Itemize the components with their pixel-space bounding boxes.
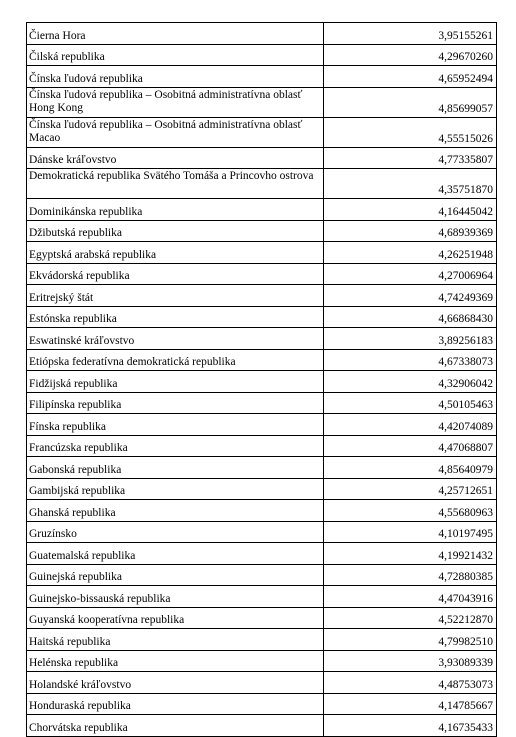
table-body	[27, 23, 497, 737]
rate-value-cell: 4,25712651	[324, 478, 497, 500]
country-name-cell: Guinejsko-bissauská republika	[27, 586, 324, 608]
country-name-cell: Etiópska federatívna demokratická republika	[27, 349, 324, 371]
country-name-cell: Džibutská republika	[27, 220, 324, 242]
table-row	[27, 414, 497, 436]
rate-value-cell: 4,55515026	[324, 117, 497, 147]
rate-value-cell: 4,52212870	[324, 607, 497, 629]
country-name-cell: Eswatinské kráľovstvo	[27, 328, 324, 350]
rate-value-cell: 4,85699057	[324, 87, 497, 117]
country-name-cell: Estónska republika	[27, 306, 324, 328]
country-name-cell: Čínska ľudová republika	[27, 66, 324, 88]
rate-value-cell: 4,29670260	[324, 44, 497, 66]
table-row	[27, 306, 497, 328]
table-row	[27, 629, 497, 651]
rate-value-cell: 4,68939369	[324, 220, 497, 242]
rate-value-cell: 4,85640979	[324, 457, 497, 479]
country-name-cell: Filipínska republika	[27, 392, 324, 414]
table-row	[27, 199, 497, 221]
rate-value-cell: 3,93089339	[324, 650, 497, 672]
table-row	[27, 23, 497, 45]
table-row	[27, 263, 497, 285]
country-name-cell: Gruzínsko	[27, 521, 324, 543]
country-name-cell: Fínska republika	[27, 414, 324, 436]
rate-value-cell: 4,16735433	[324, 715, 497, 737]
rate-value-cell: 4,48753073	[324, 672, 497, 694]
rate-value-cell: 4,47068807	[324, 435, 497, 457]
table-row	[27, 693, 497, 715]
table-row	[27, 457, 497, 479]
country-name-cell: Ghanská republika	[27, 500, 324, 522]
table-row	[27, 435, 497, 457]
table-row	[27, 586, 497, 608]
rate-value-cell: 4,79982510	[324, 629, 497, 651]
table-row	[27, 392, 497, 414]
country-name-cell: Čínska ľudová republika – Osobitná administratívna oblasť Hong Kong	[27, 87, 324, 117]
country-name-cell: Ekvádorská republika	[27, 263, 324, 285]
country-name-cell: Čínska ľudová republika – Osobitná administratívna oblasť Macao	[27, 117, 324, 147]
table-row	[27, 564, 497, 586]
rate-value-cell: 4,74249369	[324, 285, 497, 307]
country-name-cell: Dánske kráľovstvo	[27, 147, 324, 169]
rate-value-cell: 4,42074089	[324, 414, 497, 436]
table-row	[27, 650, 497, 672]
table-row	[27, 87, 497, 117]
country-name-cell: Čierna Hora	[27, 23, 324, 45]
table-row	[27, 371, 497, 393]
rate-value-cell: 4,65952494	[324, 66, 497, 88]
rate-value-cell: 4,19921432	[324, 543, 497, 565]
rate-value-cell: 4,10197495	[324, 521, 497, 543]
table-row	[27, 478, 497, 500]
rate-value-cell: 3,89256183	[324, 328, 497, 350]
table-row	[27, 607, 497, 629]
rate-value-cell: 3,95155261	[324, 23, 497, 45]
rate-value-cell: 4,77335807	[324, 147, 497, 169]
table-row	[27, 328, 497, 350]
country-name-cell: Honduraská republika	[27, 693, 324, 715]
country-name-cell: Čilská republika	[27, 44, 324, 66]
rate-value-cell: 4,27006964	[324, 263, 497, 285]
rate-value-cell: 4,50105463	[324, 392, 497, 414]
rate-value-cell: 4,55680963	[324, 500, 497, 522]
country-name-cell: Guyanská kooperatívna republika	[27, 607, 324, 629]
table-row	[27, 349, 497, 371]
country-name-cell: Chorvátska republika	[27, 715, 324, 737]
country-name-cell: Demokratická republika Svätého Tomáša a Princovho ostrova	[27, 169, 324, 199]
rate-value-cell: 4,47043916	[324, 586, 497, 608]
table-row	[27, 543, 497, 565]
table-row	[27, 242, 497, 264]
country-name-cell: Eritrejský štát	[27, 285, 324, 307]
table-row	[27, 500, 497, 522]
country-name-cell: Dominikánska republika	[27, 199, 324, 221]
rate-value-cell: 4,32906042	[324, 371, 497, 393]
rate-value-cell: 4,35751870	[324, 169, 497, 199]
rate-value-cell: 4,72880385	[324, 564, 497, 586]
country-name-cell: Gabonská republika	[27, 457, 324, 479]
country-name-cell: Guatemalská republika	[27, 543, 324, 565]
table-row	[27, 169, 497, 199]
table-row	[27, 672, 497, 694]
table-row	[27, 220, 497, 242]
exchange-rate-table	[26, 22, 497, 737]
country-name-cell: Francúzska republika	[27, 435, 324, 457]
country-name-cell: Fidžijská republika	[27, 371, 324, 393]
table-row	[27, 147, 497, 169]
rate-value-cell: 4,14785667	[324, 693, 497, 715]
country-name-cell: Egyptská arabská republika	[27, 242, 324, 264]
country-name-cell: Guinejská republika	[27, 564, 324, 586]
table-row	[27, 285, 497, 307]
country-name-cell: Helénska republika	[27, 650, 324, 672]
table-row	[27, 521, 497, 543]
country-name-cell: Haitská republika	[27, 629, 324, 651]
rate-value-cell: 4,26251948	[324, 242, 497, 264]
rate-value-cell: 4,67338073	[324, 349, 497, 371]
table-row	[27, 715, 497, 737]
rate-value-cell: 4,16445042	[324, 199, 497, 221]
rate-value-cell: 4,66868430	[324, 306, 497, 328]
table-row	[27, 117, 497, 147]
table-row	[27, 44, 497, 66]
country-name-cell: Gambijská republika	[27, 478, 324, 500]
table-row	[27, 66, 497, 88]
country-name-cell: Holandské kráľovstvo	[27, 672, 324, 694]
